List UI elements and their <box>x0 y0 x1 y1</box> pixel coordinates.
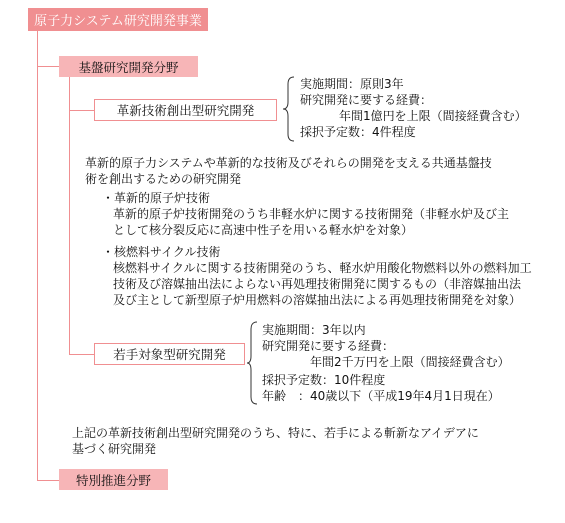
young-cost-value: 年間2千万円を上限（間接経費含む） <box>310 355 510 369</box>
special-field-box: 特別推進分野 <box>59 469 168 490</box>
basic-branch-line <box>69 77 70 355</box>
basic-desc-line-1: 革新的原子力システムや革新的な技術及びそれらの開発を支える共通基盤技 <box>85 156 492 170</box>
young-period: 実施期間：3年以内 <box>262 323 366 337</box>
main-trunk-line <box>37 31 38 481</box>
innovative-count: 採択予定数：4件程度 <box>300 125 416 139</box>
innovative-program-box: 革新技術創出型研究開発 <box>94 99 277 121</box>
fuel-line-1: 核燃料サイクルに関する技術開発のうち、軽水炉用酸化物燃料以外の燃料加工 <box>113 261 532 275</box>
basic-field-box: 基盤研究開発分野 <box>59 56 198 77</box>
page-title: 原子力システム研究開発事業 <box>28 8 208 31</box>
young-age: 年齢 ：40歳以下（平成19年4月1日現在） <box>262 389 500 403</box>
connector-young <box>69 354 94 355</box>
innovative-details-brace <box>282 76 298 142</box>
fuel-line-2: 技術及び溶媒抽出法によらない再処理技術開発に関するもの（非溶媒抽出法 <box>113 277 522 291</box>
fuel-line-3: 及び主として新型原子炉用燃料の溶媒抽出法による再処理技術開発を対象） <box>113 293 522 307</box>
basic-desc-line-2: 術を創出するための研究開発 <box>85 172 242 186</box>
innovative-cost-label: 研究開発に要する経費： <box>300 93 433 107</box>
young-cost-label: 研究開発に要する経費： <box>262 339 395 353</box>
reactor-heading: ・革新的原子炉技術 <box>102 191 211 205</box>
young-program-box: 若手対象型研究開発 <box>94 343 245 365</box>
connector-basic <box>37 66 59 67</box>
innovative-period: 実施期間：原則3年 <box>300 77 404 91</box>
young-desc-line-2: 基づく研究開発 <box>72 442 157 456</box>
young-desc-line-1: 上記の革新技術創出型研究開発のうち、特に、若手による斬新なアイデアに <box>72 426 479 440</box>
connector-special <box>37 480 59 481</box>
reactor-line-1: 革新的原子炉技術開発のうち非軽水炉に関する技術開発（非軽水炉及び主 <box>113 207 510 221</box>
connector-innovative <box>69 110 94 111</box>
young-details-brace <box>246 321 260 405</box>
young-count: 採択予定数：10件程度 <box>262 373 386 387</box>
innovative-cost-value: 年間1億円を上限（間接経費含む） <box>339 109 527 123</box>
fuel-heading: ・核燃料サイクル技術 <box>102 245 221 259</box>
reactor-line-2: として核分裂反応に高速中性子を用いる軽水炉を対象） <box>113 223 414 237</box>
